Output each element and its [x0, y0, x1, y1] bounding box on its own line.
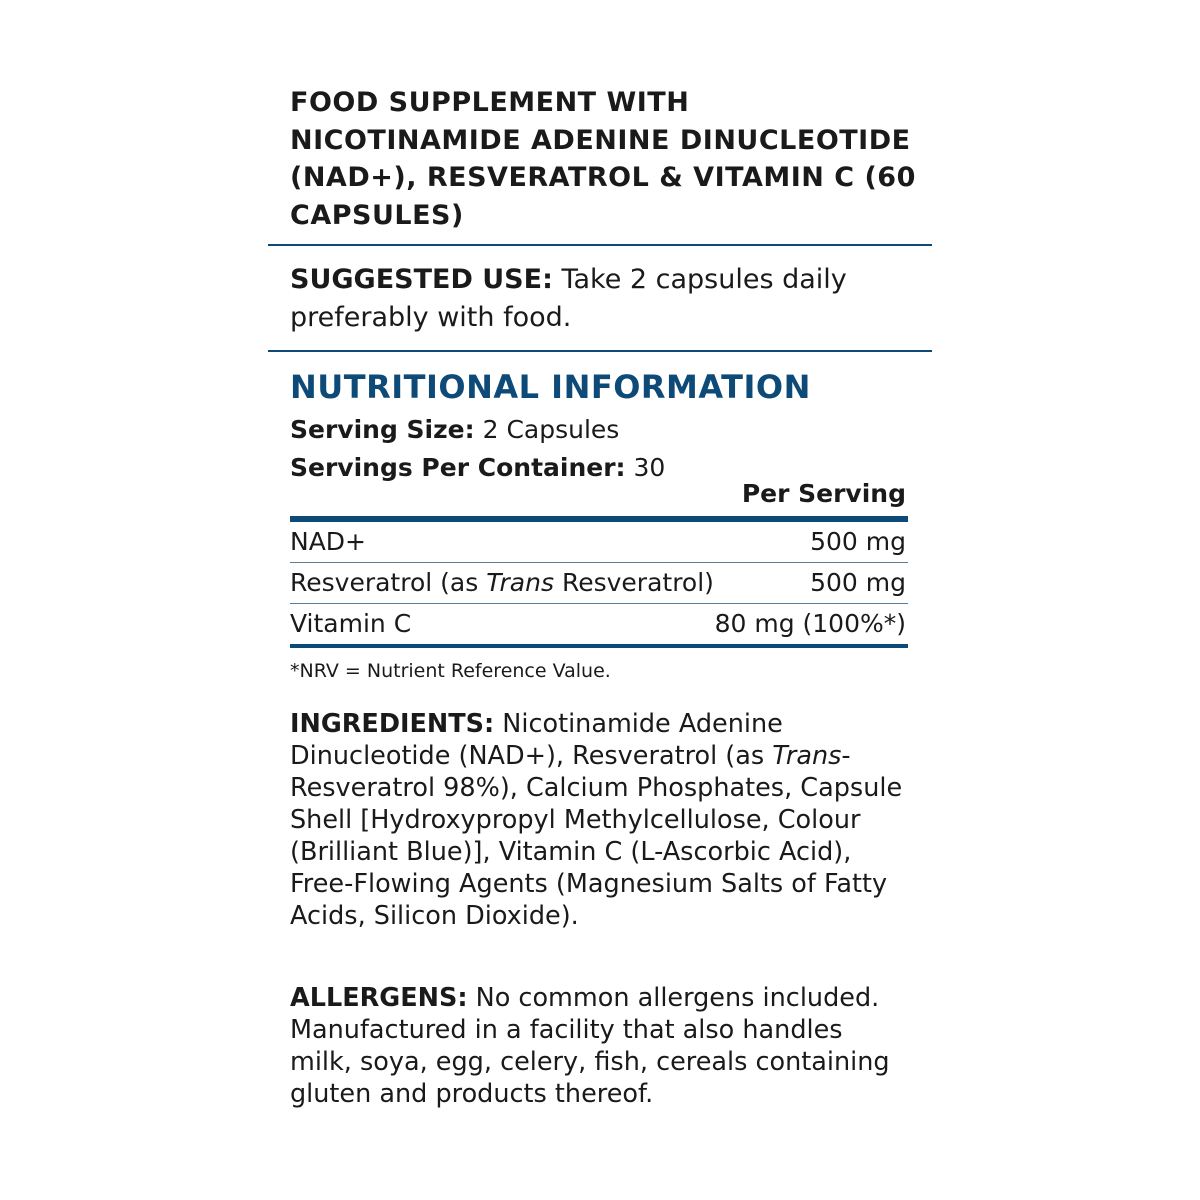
suggested-use: [290, 261, 920, 337]
servings-per-container: [290, 452, 665, 484]
table-bottom-rule: [290, 644, 908, 648]
allergens-label: ALLERGENS:: [290, 983, 468, 1013]
ingredients-text: Nicotinamide Adenine Dinucleotide (NAD+), Resveratrol (as: [290, 709, 783, 771]
allergens-text: No common allergens included. Manufactured in a facility that also handles milk, soya, egg, celery, fish, cereals containing gluten and products thereof.: [290, 983, 890, 1109]
nrv-footnote: *NRV = Nutrient Reference Value.: [290, 660, 611, 682]
servings-per-container-label: Servings Per Container:: [290, 453, 626, 482]
product-title: FOOD SUPPLEMENT WITH NICOTINAMIDE ADENINE DINUCLEOTIDE (NAD+), RESVERATROL & VITAMIN C (60 CAPSULES): [290, 87, 916, 231]
nutrient-name: NAD+: [290, 527, 367, 556]
supplement-label: [268, 0, 932, 1200]
nutrient-name-part: Resveratrol (as: [290, 568, 487, 597]
nutrient-name: Vitamin C: [290, 609, 412, 638]
nutrient-amount: 80 mg (100%*): [714, 609, 906, 638]
nutrient-amount: 500 mg: [810, 527, 906, 556]
nutrition-table: [290, 516, 908, 648]
table-row: [290, 563, 908, 604]
nutrient-name-part: Resveratrol): [554, 568, 714, 597]
table-row: [290, 604, 908, 644]
serving-size-value: 2 Capsules: [474, 415, 620, 444]
ingredients-text: -Resveratrol 98%), Calcium Phosphates, Capsule Shell [Hydroxypropyl Methylcellulose, Colour (Brilliant Blue)], Vitamin C (L-Ascorbic Acid), Free-Flowing Agents (Magnesium Salts of Fatty Acids, Silicon Dioxide).: [290, 741, 903, 931]
suggested-use-label: SUGGESTED USE:: [290, 264, 553, 295]
section-divider: [268, 244, 932, 246]
ingredients: [290, 708, 910, 932]
servings-per-container-value: 30: [625, 453, 666, 482]
nutrition-heading: NUTRITIONAL INFORMATION: [290, 368, 811, 406]
nutrient-name-italic: Trans: [486, 568, 555, 597]
per-serving-header: Per Serving: [741, 479, 906, 508]
nutrient-name: [290, 563, 714, 603]
suggested-use-text: Take 2 capsules daily preferably with food.: [290, 264, 847, 333]
section-divider: [268, 350, 932, 352]
serving-size-label: Serving Size:: [290, 415, 475, 444]
allergens: [290, 982, 910, 1110]
serving-size: [290, 414, 619, 446]
ingredients-label: INGREDIENTS:: [290, 709, 495, 739]
nutrient-amount: 500 mg: [810, 568, 906, 597]
ingredients-italic: Trans: [772, 741, 842, 771]
table-row: [290, 522, 908, 563]
